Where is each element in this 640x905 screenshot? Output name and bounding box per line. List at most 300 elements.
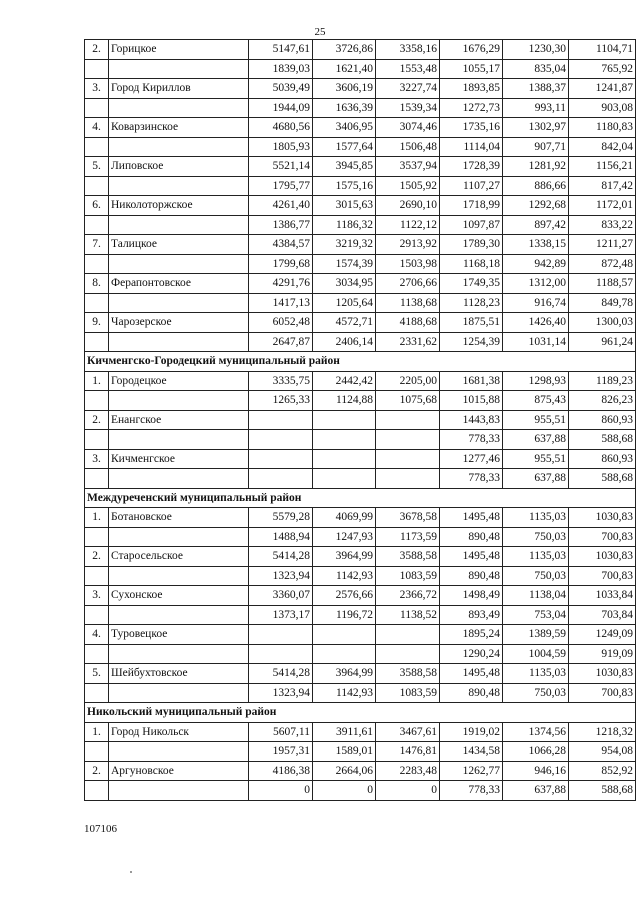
table-row-continuation — [85, 59, 636, 79]
value-cell: 1728,39 — [440, 157, 503, 177]
value-cell: 1083,59 — [376, 683, 440, 703]
settlement-name: Енангское — [109, 410, 249, 430]
value-cell: 826,23 — [569, 391, 636, 411]
value-cell: 1503,98 — [376, 254, 440, 274]
value-cell: 1272,73 — [440, 98, 503, 118]
value-cell: 3358,16 — [376, 40, 440, 60]
value-cell: 2706,66 — [376, 274, 440, 294]
value-cell: 3015,63 — [313, 196, 376, 216]
settlement-name: Аргуновское — [109, 761, 249, 781]
value-cell — [313, 625, 376, 645]
value-cell: 700,83 — [569, 527, 636, 547]
value-cell: 1015,88 — [440, 391, 503, 411]
value-cell: 1249,09 — [569, 625, 636, 645]
value-cell: 1030,83 — [569, 508, 636, 528]
value-cell: 961,24 — [569, 332, 636, 352]
value-cell: 2331,62 — [376, 332, 440, 352]
value-cell — [376, 410, 440, 430]
section-row — [85, 703, 636, 723]
value-cell: 1676,29 — [440, 40, 503, 60]
row-number — [85, 644, 109, 664]
value-cell: 1173,59 — [376, 527, 440, 547]
value-cell: 1030,83 — [569, 547, 636, 567]
value-cell: 5579,28 — [249, 508, 313, 528]
table-row-continuation — [85, 781, 636, 801]
section-row — [85, 488, 636, 508]
value-cell: 1495,48 — [440, 508, 503, 528]
value-cell: 1443,83 — [440, 410, 503, 430]
value-cell: 1186,32 — [313, 215, 376, 235]
value-cell: 1205,64 — [313, 293, 376, 313]
value-cell: 1128,23 — [440, 293, 503, 313]
value-cell: 1386,77 — [249, 215, 313, 235]
value-cell: 1218,32 — [569, 722, 636, 742]
value-cell: 1476,81 — [376, 742, 440, 762]
value-cell: 860,93 — [569, 410, 636, 430]
value-cell: 955,51 — [503, 449, 569, 469]
value-cell: 1302,97 — [503, 118, 569, 138]
settlement-name: Николоторжское — [109, 196, 249, 216]
value-cell: 1138,52 — [376, 605, 440, 625]
table-row — [85, 274, 636, 294]
value-cell: 5414,28 — [249, 547, 313, 567]
tariff-table — [84, 39, 636, 801]
row-number — [85, 254, 109, 274]
value-cell: 1004,59 — [503, 644, 569, 664]
value-cell: 1172,01 — [569, 196, 636, 216]
value-cell — [376, 430, 440, 450]
value-cell: 893,49 — [440, 605, 503, 625]
settlement-name: Талицкое — [109, 235, 249, 255]
value-cell — [249, 430, 313, 450]
value-cell: 4188,68 — [376, 313, 440, 333]
value-cell: 1426,40 — [503, 313, 569, 333]
value-cell: 3964,99 — [313, 664, 376, 684]
settlement-name — [109, 781, 249, 801]
value-cell: 1135,03 — [503, 508, 569, 528]
table-row — [85, 235, 636, 255]
section-title: Кичменгско-Городецкий муниципальный район — [85, 352, 636, 372]
value-cell: 1230,30 — [503, 40, 569, 60]
value-cell: 842,04 — [569, 137, 636, 157]
settlement-name: Сухонское — [109, 586, 249, 606]
value-cell: 1575,16 — [313, 176, 376, 196]
row-number — [85, 98, 109, 118]
table-row-continuation — [85, 566, 636, 586]
value-cell: 3537,94 — [376, 157, 440, 177]
row-number: 6. — [85, 196, 109, 216]
settlement-name: Ботановское — [109, 508, 249, 528]
value-cell: 637,88 — [503, 781, 569, 801]
settlement-name — [109, 332, 249, 352]
scan-speck — [130, 871, 132, 873]
value-cell: 1495,48 — [440, 547, 503, 567]
table-row — [85, 410, 636, 430]
value-cell: 778,33 — [440, 781, 503, 801]
settlement-name: Чарозерское — [109, 313, 249, 333]
value-cell: 588,68 — [569, 430, 636, 450]
row-number: 5. — [85, 157, 109, 177]
value-cell: 1156,21 — [569, 157, 636, 177]
table-row — [85, 118, 636, 138]
row-number — [85, 59, 109, 79]
value-cell: 1180,83 — [569, 118, 636, 138]
value-cell: 1389,59 — [503, 625, 569, 645]
value-cell: 1281,92 — [503, 157, 569, 177]
settlement-name — [109, 137, 249, 157]
value-cell: 4069,99 — [313, 508, 376, 528]
row-number: 2. — [85, 547, 109, 567]
table-row — [85, 196, 636, 216]
value-cell: 0 — [376, 781, 440, 801]
value-cell: 3911,61 — [313, 722, 376, 742]
value-cell — [313, 410, 376, 430]
value-cell: 1135,03 — [503, 664, 569, 684]
row-number — [85, 137, 109, 157]
row-number — [85, 781, 109, 801]
value-cell: 1944,09 — [249, 98, 313, 118]
settlement-name: Шейбухтовское — [109, 664, 249, 684]
value-cell: 860,93 — [569, 449, 636, 469]
value-cell: 1839,03 — [249, 59, 313, 79]
value-cell: 1254,39 — [440, 332, 503, 352]
value-cell: 1681,38 — [440, 371, 503, 391]
value-cell — [313, 644, 376, 664]
value-cell: 3219,32 — [313, 235, 376, 255]
value-cell: 1168,18 — [440, 254, 503, 274]
row-number: 4. — [85, 625, 109, 645]
value-cell: 3588,58 — [376, 664, 440, 684]
value-cell: 1799,68 — [249, 254, 313, 274]
value-cell: 1241,87 — [569, 79, 636, 99]
value-cell: 1373,17 — [249, 605, 313, 625]
value-cell: 1033,84 — [569, 586, 636, 606]
value-cell: 2283,48 — [376, 761, 440, 781]
row-number: 1. — [85, 722, 109, 742]
value-cell: 3678,58 — [376, 508, 440, 528]
value-cell: 1388,37 — [503, 79, 569, 99]
value-cell: 993,11 — [503, 98, 569, 118]
value-cell: 3074,46 — [376, 118, 440, 138]
row-number: 1. — [85, 371, 109, 391]
table-row — [85, 625, 636, 645]
value-cell: 1189,23 — [569, 371, 636, 391]
value-cell: 1104,71 — [569, 40, 636, 60]
settlement-name — [109, 215, 249, 235]
value-cell: 1097,87 — [440, 215, 503, 235]
value-cell: 942,89 — [503, 254, 569, 274]
row-number — [85, 215, 109, 235]
value-cell: 2366,72 — [376, 586, 440, 606]
value-cell: 2406,14 — [313, 332, 376, 352]
value-cell: 1138,68 — [376, 293, 440, 313]
value-cell: 637,88 — [503, 469, 569, 489]
value-cell — [376, 449, 440, 469]
value-cell: 1211,27 — [569, 235, 636, 255]
settlement-name — [109, 98, 249, 118]
value-cell: 5521,14 — [249, 157, 313, 177]
row-number: 7. — [85, 235, 109, 255]
value-cell: 1292,68 — [503, 196, 569, 216]
value-cell: 1506,48 — [376, 137, 440, 157]
section-row — [85, 352, 636, 372]
value-cell: 1505,92 — [376, 176, 440, 196]
row-number — [85, 176, 109, 196]
value-cell: 1577,64 — [313, 137, 376, 157]
table-row-continuation — [85, 469, 636, 489]
value-cell: 3335,75 — [249, 371, 313, 391]
value-cell: 833,22 — [569, 215, 636, 235]
settlement-name: Туровецкое — [109, 625, 249, 645]
value-cell: 1124,88 — [313, 391, 376, 411]
value-cell: 890,48 — [440, 683, 503, 703]
value-cell: 5414,28 — [249, 664, 313, 684]
section-title: Никольский муниципальный район — [85, 703, 636, 723]
value-cell: 1495,48 — [440, 664, 503, 684]
value-cell: 1919,02 — [440, 722, 503, 742]
value-cell: 1957,31 — [249, 742, 313, 762]
value-cell: 4291,76 — [249, 274, 313, 294]
value-cell: 1323,94 — [249, 566, 313, 586]
table-row-continuation — [85, 391, 636, 411]
value-cell: 1805,93 — [249, 137, 313, 157]
row-number — [85, 566, 109, 586]
value-cell: 0 — [249, 781, 313, 801]
value-cell: 1188,57 — [569, 274, 636, 294]
value-cell: 1312,00 — [503, 274, 569, 294]
table-row — [85, 313, 636, 333]
row-number: 2. — [85, 410, 109, 430]
value-cell: 5039,49 — [249, 79, 313, 99]
value-cell: 5147,61 — [249, 40, 313, 60]
row-number: 8. — [85, 274, 109, 294]
table-row-continuation — [85, 683, 636, 703]
settlement-name — [109, 469, 249, 489]
settlement-name — [109, 391, 249, 411]
value-cell: 1300,03 — [569, 313, 636, 333]
settlement-name: Коварзинское — [109, 118, 249, 138]
value-cell: 1135,03 — [503, 547, 569, 567]
value-cell: 897,42 — [503, 215, 569, 235]
row-number — [85, 391, 109, 411]
settlement-name — [109, 430, 249, 450]
value-cell: 6052,48 — [249, 313, 313, 333]
value-cell — [249, 410, 313, 430]
value-cell: 1895,24 — [440, 625, 503, 645]
section-title: Междуреченский муниципальный район — [85, 488, 636, 508]
row-number: 1. — [85, 508, 109, 528]
value-cell: 1498,49 — [440, 586, 503, 606]
value-cell — [376, 644, 440, 664]
value-cell: 753,04 — [503, 605, 569, 625]
value-cell: 2690,10 — [376, 196, 440, 216]
value-cell: 1030,83 — [569, 664, 636, 684]
value-cell: 700,83 — [569, 566, 636, 586]
table-row-continuation — [85, 605, 636, 625]
settlement-name — [109, 566, 249, 586]
value-cell: 852,92 — [569, 761, 636, 781]
value-cell: 890,48 — [440, 566, 503, 586]
table-row-continuation — [85, 215, 636, 235]
value-cell: 1075,68 — [376, 391, 440, 411]
row-number: 2. — [85, 40, 109, 60]
table-row-continuation — [85, 430, 636, 450]
value-cell: 1277,46 — [440, 449, 503, 469]
value-cell: 1142,93 — [313, 566, 376, 586]
settlement-name — [109, 644, 249, 664]
settlement-name: Старосельское — [109, 547, 249, 567]
value-cell: 4186,38 — [249, 761, 313, 781]
row-number: 3. — [85, 586, 109, 606]
table-row — [85, 547, 636, 567]
row-number — [85, 683, 109, 703]
value-cell: 1539,34 — [376, 98, 440, 118]
value-cell: 1298,93 — [503, 371, 569, 391]
table-row-continuation — [85, 98, 636, 118]
value-cell: 1290,24 — [440, 644, 503, 664]
value-cell: 1247,93 — [313, 527, 376, 547]
value-cell: 1553,48 — [376, 59, 440, 79]
value-cell: 1718,99 — [440, 196, 503, 216]
value-cell — [249, 644, 313, 664]
value-cell: 1055,17 — [440, 59, 503, 79]
settlement-name — [109, 683, 249, 703]
table-row-continuation — [85, 527, 636, 547]
row-number: 2. — [85, 761, 109, 781]
value-cell: 849,78 — [569, 293, 636, 313]
value-cell — [376, 469, 440, 489]
value-cell: 1142,93 — [313, 683, 376, 703]
value-cell: 1122,12 — [376, 215, 440, 235]
value-cell: 1031,14 — [503, 332, 569, 352]
value-cell: 1789,30 — [440, 235, 503, 255]
table-row-continuation — [85, 176, 636, 196]
value-cell: 1893,85 — [440, 79, 503, 99]
settlement-name: Город Никольск — [109, 722, 249, 742]
value-cell: 1434,58 — [440, 742, 503, 762]
value-cell: 3227,74 — [376, 79, 440, 99]
table-row — [85, 79, 636, 99]
value-cell: 3964,99 — [313, 547, 376, 567]
table-row-continuation — [85, 644, 636, 664]
value-cell: 1196,72 — [313, 605, 376, 625]
value-cell: 1265,33 — [249, 391, 313, 411]
table-row — [85, 449, 636, 469]
table-row — [85, 722, 636, 742]
value-cell: 750,03 — [503, 683, 569, 703]
settlement-name — [109, 527, 249, 547]
value-cell: 903,08 — [569, 98, 636, 118]
settlement-name — [109, 254, 249, 274]
row-number — [85, 469, 109, 489]
value-cell: 750,03 — [503, 566, 569, 586]
value-cell: 955,51 — [503, 410, 569, 430]
value-cell: 588,68 — [569, 469, 636, 489]
value-cell: 946,16 — [503, 761, 569, 781]
value-cell: 3360,07 — [249, 586, 313, 606]
value-cell: 916,74 — [503, 293, 569, 313]
value-cell: 778,33 — [440, 469, 503, 489]
row-number — [85, 293, 109, 313]
value-cell: 5607,11 — [249, 722, 313, 742]
settlement-name — [109, 176, 249, 196]
value-cell: 765,92 — [569, 59, 636, 79]
value-cell — [376, 625, 440, 645]
value-cell: 3467,61 — [376, 722, 440, 742]
value-cell — [313, 469, 376, 489]
value-cell: 778,33 — [440, 430, 503, 450]
value-cell: 703,84 — [569, 605, 636, 625]
table-row — [85, 40, 636, 60]
row-number — [85, 430, 109, 450]
value-cell: 817,42 — [569, 176, 636, 196]
value-cell: 1114,04 — [440, 137, 503, 157]
table-row — [85, 371, 636, 391]
table-row — [85, 508, 636, 528]
value-cell: 919,09 — [569, 644, 636, 664]
value-cell — [313, 430, 376, 450]
value-cell: 2664,06 — [313, 761, 376, 781]
settlement-name — [109, 59, 249, 79]
value-cell: 4261,40 — [249, 196, 313, 216]
value-cell — [313, 449, 376, 469]
value-cell: 3606,19 — [313, 79, 376, 99]
value-cell — [249, 469, 313, 489]
row-number — [85, 742, 109, 762]
value-cell: 1323,94 — [249, 683, 313, 703]
value-cell: 3406,95 — [313, 118, 376, 138]
table-row — [85, 586, 636, 606]
settlement-name: Город Кириллов — [109, 79, 249, 99]
table-row — [85, 664, 636, 684]
value-cell: 1589,01 — [313, 742, 376, 762]
row-number — [85, 605, 109, 625]
value-cell: 835,04 — [503, 59, 569, 79]
settlement-name — [109, 293, 249, 313]
table-row — [85, 157, 636, 177]
value-cell: 907,71 — [503, 137, 569, 157]
value-cell: 2576,66 — [313, 586, 376, 606]
value-cell: 750,03 — [503, 527, 569, 547]
value-cell: 2205,00 — [376, 371, 440, 391]
row-number: 3. — [85, 449, 109, 469]
value-cell: 4384,57 — [249, 235, 313, 255]
settlement-name: Кичменгское — [109, 449, 249, 469]
settlement-name: Ферапонтовское — [109, 274, 249, 294]
settlement-name — [109, 605, 249, 625]
value-cell — [249, 625, 313, 645]
table-row-continuation — [85, 293, 636, 313]
value-cell: 872,48 — [569, 254, 636, 274]
value-cell: 2913,92 — [376, 235, 440, 255]
value-cell: 1338,15 — [503, 235, 569, 255]
page-number: 25 — [314, 26, 326, 38]
value-cell: 1488,94 — [249, 527, 313, 547]
value-cell: 1749,35 — [440, 274, 503, 294]
settlement-name — [109, 742, 249, 762]
table-row-continuation — [85, 332, 636, 352]
row-number: 9. — [85, 313, 109, 333]
value-cell: 886,66 — [503, 176, 569, 196]
value-cell: 0 — [313, 781, 376, 801]
value-cell: 1417,13 — [249, 293, 313, 313]
value-cell: 1138,04 — [503, 586, 569, 606]
row-number — [85, 527, 109, 547]
value-cell: 1875,51 — [440, 313, 503, 333]
value-cell: 1083,59 — [376, 566, 440, 586]
value-cell: 1262,77 — [440, 761, 503, 781]
value-cell: 954,08 — [569, 742, 636, 762]
